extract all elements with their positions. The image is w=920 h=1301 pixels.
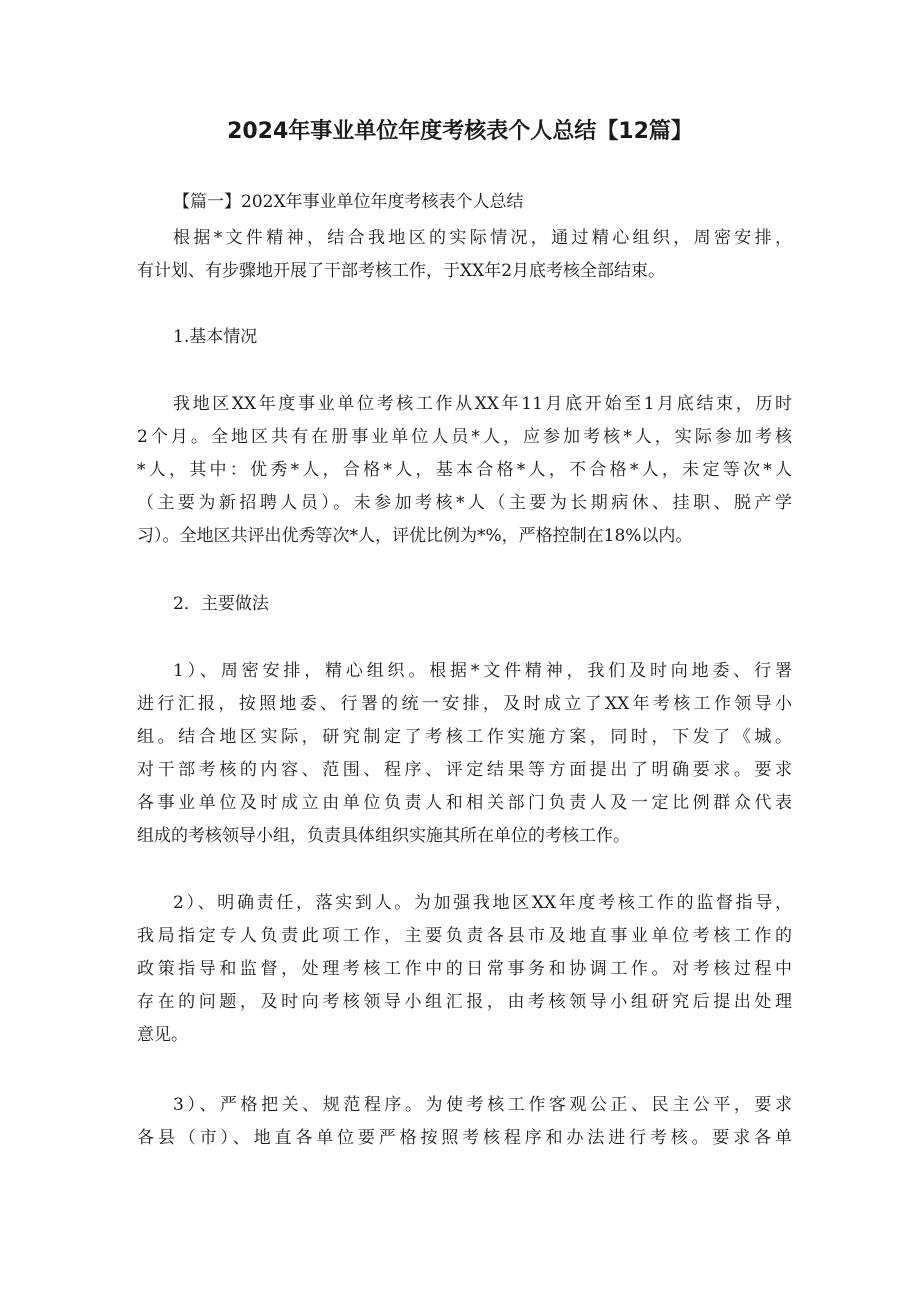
paragraph-line: 2个月。全地区共有在册事业单位人员*人，应参加考核*人，实际参加考核 <box>137 427 792 447</box>
paragraph-line: 组成的考核领导小组，负责具体组织实施其所在单位的考核工作。 <box>137 826 630 846</box>
paragraph-line: 2）、明确责任，落实到人。为加强我地区XX年度考核工作的监督指导， <box>173 893 792 913</box>
paragraph-line: 习）。全地区共评出优秀等次*人，评优比例为*%，严格控制在18%以内。 <box>137 526 693 546</box>
intro-paragraph <box>137 222 792 288</box>
paragraph-line: 根据*文件精神，结合我地区的实际情况，通过精心组织，周密安排， <box>173 228 792 248</box>
heading-main-methods: 2．主要做法 <box>173 594 269 614</box>
paragraph-line: 我局指定专人负责此项工作，主要负责各县市及地直事业单位考核工作的 <box>137 926 792 946</box>
document-title: 2024年事业单位年度考核表个人总结【12篇】 <box>227 119 693 144</box>
paragraph-line: 1）、周密安排，精心组织。根据*文件精神，我们及时向地委、行署 <box>173 661 792 681</box>
paragraph-method-1 <box>137 655 792 853</box>
paragraph-method-2 <box>137 887 792 1052</box>
paragraph-line: *人，其中：优秀*人，合格*人，基本合格*人，不合格*人，未定等次*人 <box>137 460 792 480</box>
paragraph-line: 各县（市）、地直各单位要严格按照考核程序和办法进行考核。要求各单 <box>137 1128 792 1148</box>
paragraph-line: 各事业单位及时成立由单位负责人和相关部门负责人及一定比例群众代表 <box>137 793 792 813</box>
paragraph-line: 组。结合地区实际，研究制定了考核工作实施方案，同时，下发了《城。 <box>137 727 792 747</box>
paragraph-basic-situation <box>137 388 792 553</box>
paragraph-line: 有计划、有步骤地开展了干部考核工作，于XX年2月底考核全部结束。 <box>137 261 666 281</box>
section-heading: 【篇一】202X年事业单位年度考核表个人总结 <box>173 192 524 212</box>
paragraph-line: 对干部考核的内容、范围、程序、评定结果等方面提出了明确要求。要求 <box>137 760 792 780</box>
paragraph-line: 存在的问题，及时向考核领导小组汇报，由考核领导小组研究后提出处理 <box>137 992 792 1012</box>
paragraph-line: 我地区XX年度事业单位考核工作从XX年11月底开始至1月底结束，历时 <box>173 394 792 414</box>
paragraph-line: 意见。 <box>137 1025 188 1045</box>
paragraph-line: （主要为新招聘人员）。未参加考核*人（主要为长期病休、挂职、脱产学 <box>137 493 792 513</box>
paragraph-line: 政策指导和监督，处理考核工作中的日常事务和协调工作。对考核过程中 <box>137 959 792 979</box>
paragraph-method-3 <box>137 1089 792 1155</box>
paragraph-line: 3）、严格把关、规范程序。为使考核工作客观公正、民主公平，要求 <box>173 1095 792 1115</box>
heading-basic-situation: 1.基本情况 <box>173 327 258 347</box>
paragraph-line: 进行汇报，按照地委、行署的统一安排，及时成立了XX年考核工作领导小 <box>137 694 792 714</box>
